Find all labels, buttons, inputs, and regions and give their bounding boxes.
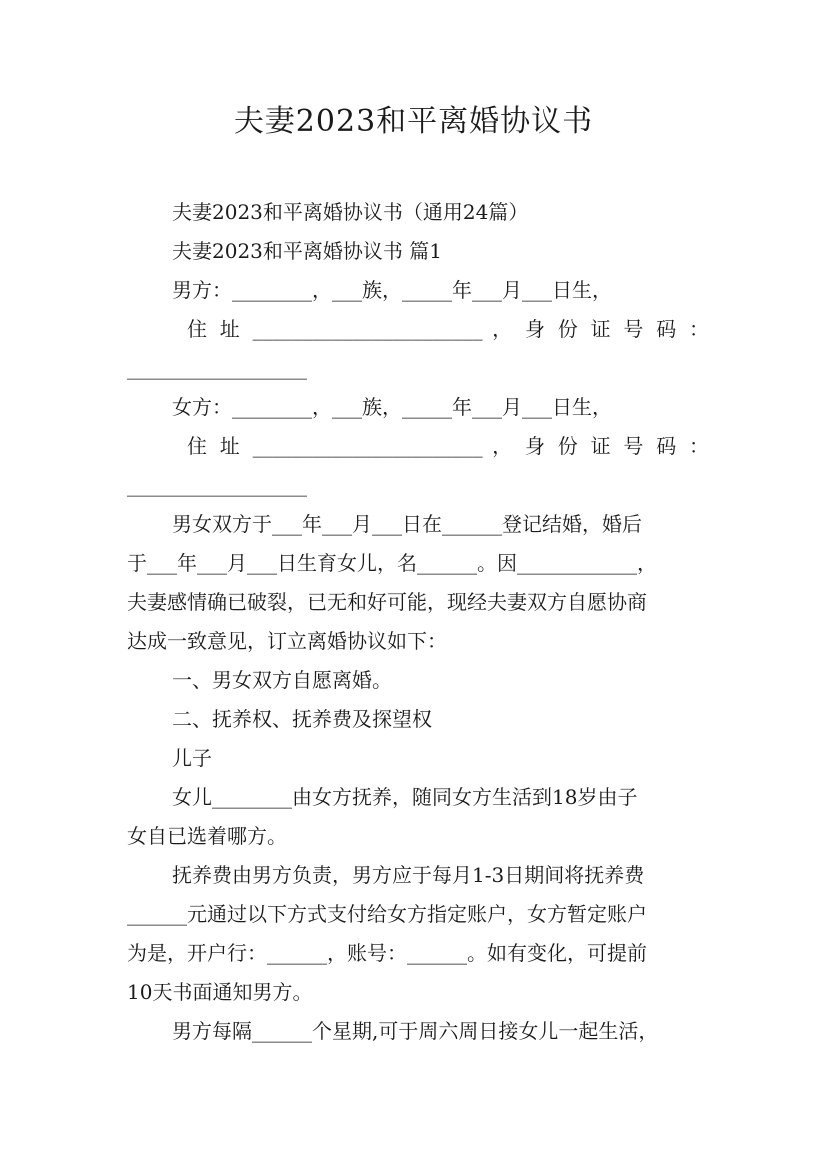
paragraph-line: __________________ <box>127 473 307 497</box>
address-id-line: 住 址 _______________________ ， 身 份 证 号 码 ： <box>187 317 709 341</box>
paragraph-line: 女自已选着哪方。 <box>127 824 287 848</box>
paragraph-line: __________________ <box>127 356 307 380</box>
paragraph-line: 夫妻2023和平离婚协议书（通用24篇） <box>172 200 529 224</box>
paragraph-line: 二、抚养权、抚养费及探望权 <box>172 707 432 731</box>
paragraph-line: 夫妻2023和平离婚协议书 篇1 <box>172 239 442 263</box>
paragraph-line: 夫妻感情确已破裂，已无和好可能，现经夫妻双方自愿协商 <box>127 590 647 614</box>
paragraph-line: ______元通过以下方式支付给女方指定账户，女方暂定账户 <box>127 902 647 926</box>
paragraph-line: 达成一致意见，订立离婚协议如下： <box>127 629 447 653</box>
paragraph-line: 10天书面通知男方。 <box>127 980 313 1004</box>
paragraph-line: 男方：________，___族，_____年___月___日生， <box>172 278 612 302</box>
paragraph-line: 抚养费由男方负责，男方应于每月1-3日期间将抚养费 <box>172 863 645 887</box>
address-id-line: 住 址 _______________________ ， 身 份 证 号 码 ： <box>187 434 709 458</box>
paragraph-line <box>127 309 709 349</box>
paragraph-line: 为是，开户行：______，账号：______。如有变化，可提前 <box>127 941 647 965</box>
document-title: 夫妻2023和平离婚协议书 <box>233 104 594 139</box>
paragraph-line <box>127 426 709 466</box>
paragraph-line: 女方：________，___族，_____年___月___日生， <box>172 395 612 419</box>
paragraph-line: 于___年___月___日生育女儿，名______。因____________， <box>127 551 657 575</box>
paragraph-line: 儿子 <box>172 746 212 770</box>
paragraph-line: 一、男女双方自愿离婚。 <box>172 668 392 692</box>
paragraph-line: 男女双方于___年___月___日在______登记结婚，婚后 <box>172 512 642 536</box>
paragraph-line: 男方每隔______个星期,可于周六周日接女儿一起生活， <box>172 1019 659 1043</box>
paragraph-line: 女儿________由女方抚养，随同女方生活到18岁由子 <box>172 785 638 809</box>
